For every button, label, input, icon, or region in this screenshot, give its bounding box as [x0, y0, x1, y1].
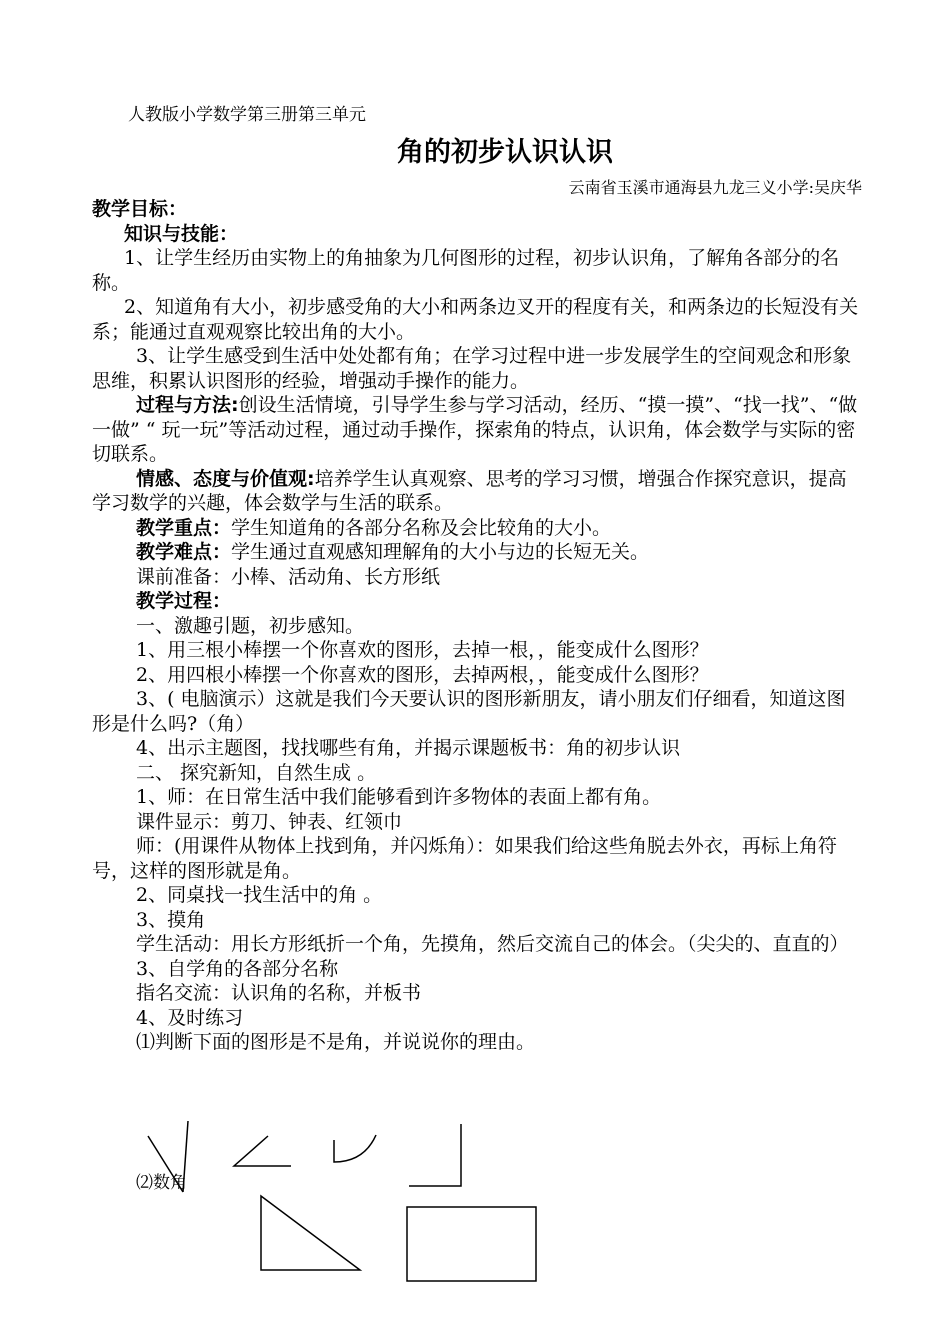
process-line: 1、用三根小棒摆一个你喜欢的图形，去掉一根，，能变成什么图形？ — [136, 639, 709, 661]
knowledge-item-3: 3、让学生感受到生活中处处都有角；在学习过程中进一步发展学生的空间观念和形象思维，积累认识图形的经验，增强动手操作的能力。 — [92, 345, 852, 392]
process-method-label: 过程与方法: — [136, 394, 239, 416]
process-line: 1、师：在日常生活中我们能够看到许多物体的表面上都有角。 — [136, 786, 662, 808]
page-title: 角的初步认识认识 — [397, 137, 613, 168]
process-line: ⑴判断下面的图形是不是角，并说说你的理由。 — [136, 1031, 536, 1053]
process-heading: 教学过程： — [136, 590, 232, 612]
process-line: 2、用四根小棒摆一个你喜欢的图形，去掉两根，，能变成什么图形？ — [136, 663, 709, 686]
process-line: 课件显示：剪刀、钟表、红领巾 — [136, 810, 403, 833]
difficulty-text: 学生通过直观感知理解角的大小与边的长短无关。 — [231, 541, 650, 563]
preparation-line: 课前准备：小棒、活动角、长方形纸 — [136, 565, 441, 588]
figure-triangle — [261, 1196, 360, 1270]
emotion-text: 培养学生认真观察、思考的学习习惯，增强合作探究意识，提高学习数学的兴趣，体会数学与生活的联系。 — [92, 467, 847, 514]
knowledge-item-1: 1、让学生经历由实物上的角抽象为几何图形的过程，初步认识角，了解角各部分的名称。 — [92, 247, 840, 294]
process-line: 学生活动：用长方形纸折一个角，先摸角，然后交流自己的体会。（尖尖的、直直的） — [136, 933, 849, 955]
textbook-header: 人教版小学数学第三册第三单元 — [128, 105, 366, 125]
process-line: 一、激趣引题，初步感知。 — [136, 614, 365, 637]
knowledge-item-2: 2、知道角有大小，初步感受角的大小和两条边叉开的程度有关，和两条边的长短没有关系；能通过直观观察比较出角的大小。 — [92, 296, 859, 343]
figure-angle — [234, 1136, 291, 1166]
goals-heading: 教学目标： — [92, 198, 188, 220]
figure-rectangle — [407, 1207, 536, 1281]
process-line: 3、( 电脑演示）这就是我们今天要认识的图形新朋友，请小朋友们仔细看，知道这图形是什么吗?（角） — [92, 688, 846, 735]
emotion-label: 情感、态度与价值观: — [136, 467, 315, 490]
process-line: 二、 探究新知，自然生成 。 — [136, 761, 377, 784]
process-line: 指名交流：认识角的名称，并板书 — [136, 982, 422, 1004]
key-point-label: 教学重点： — [136, 516, 232, 539]
knowledge-heading: 知识与技能： — [124, 222, 239, 245]
difficulty-label: 教学难点： — [136, 541, 232, 563]
process-line: 4、及时练习 — [136, 1006, 244, 1029]
key-point-text: 学生知道角的各部分名称及会比较角的大小。 — [231, 516, 612, 539]
process-line: 2、同桌找一找生活中的角 。 — [136, 884, 383, 906]
process-line: 3、摸角 — [136, 908, 206, 931]
author-line: 云南省玉溪市通海县九龙三义小学:吴庆华 — [568, 178, 862, 197]
process-method-text: 创设生活情境，引导学生参与学习活动，经历、“摸一摸”、“找一找”、“做一做” “ 玩一玩”等活动过程，通过动手操作，探索角的特点，认识角，体会数学与实际的密切联系。 — [92, 394, 858, 465]
figure-curved — [334, 1135, 376, 1162]
process-line: 3、自学角的各部分名称 — [136, 957, 339, 980]
process-line: 4、出示主题图，找找哪些有角，并揭示课题板书：角的初步认识 — [136, 737, 681, 759]
process-line: 师：(用课件从物体上找到角，并闪烁角）：如果我们给这些角脱去外衣，再标上角符号，这样的图形就是角。 — [92, 835, 837, 882]
count-angles-label: ⑵数角 — [136, 1173, 187, 1193]
figure-right-angle — [409, 1124, 461, 1186]
